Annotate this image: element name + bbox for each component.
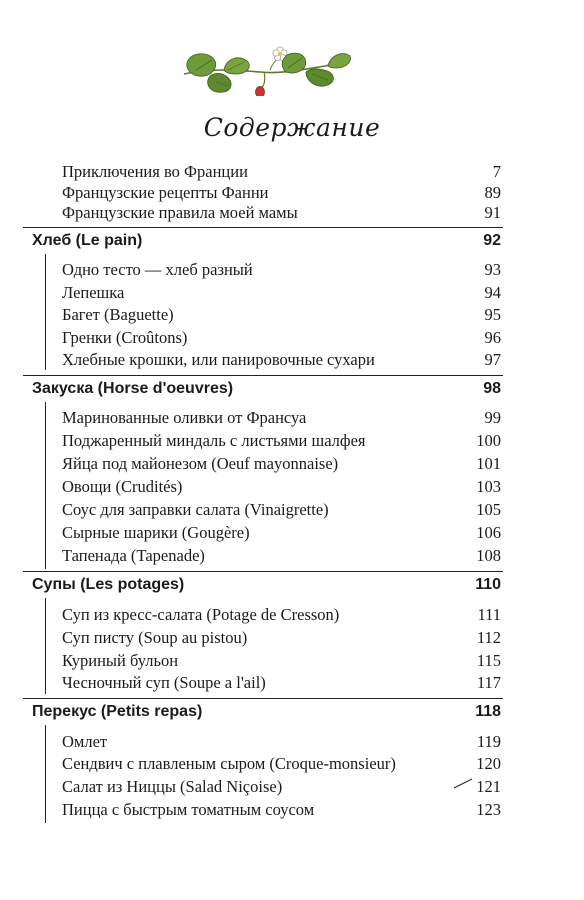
toc-entry-title: Одно тесто — хлеб разный [62,260,253,279]
toc-entry-title: Тапенада (Tapenade) [62,546,205,565]
toc-entry-page: 97 [484,350,501,369]
toc-entry [62,429,503,453]
toc-entry [62,348,503,372]
toc-entry-title: Маринованные оливки от Франсуа [62,408,307,427]
toc-entry-title: Чесночный суп (Soupe a l'ail) [62,673,266,692]
page-title: Содержание [203,113,381,142]
section-heading [32,699,503,725]
toc-entry-title: Лепешка [62,283,125,302]
toc-entry [62,752,503,776]
toc-entry-page: 119 [476,732,501,751]
toc-entry-page: 95 [484,305,501,324]
toc-entry-page: 103 [476,477,501,496]
section-bracket [45,402,46,569]
toc-entry [62,730,503,754]
toc-entry [62,406,503,430]
toc-entry-title: Суп из кресс-салата (Potage de Cresson) [62,605,340,624]
toc-entry [62,475,503,499]
toc-entry-title: Гренки (Croûtons) [62,328,188,347]
toc-entry [62,452,503,476]
toc-entry-title: Французские рецепты Фанни [62,183,269,202]
toc-entry [62,544,503,568]
toc-entry-page: 117 [476,673,501,692]
toc-entry-page: 105 [476,500,501,519]
toc-entry [62,201,503,225]
toc-entry [62,303,503,327]
toc-entry-title: Омлет [62,732,108,751]
section-page: 110 [475,576,501,593]
toc-entry-page: 100 [476,431,501,450]
toc-entry [62,521,503,545]
section-page: 92 [483,232,501,249]
toc-entry [62,281,503,305]
toc-entry-page: 99 [484,408,501,427]
toc-entry-page: 89 [484,183,501,202]
section-bracket [45,725,46,823]
pen-mark-icon [452,776,474,790]
toc-entry-page: 7 [492,162,501,181]
toc-entry [62,775,503,799]
toc-entry-page: 91 [484,203,501,222]
toc-entry-page: 120 [476,754,501,773]
toc-entry-title: Поджаренный миндаль с листьями шалфея [62,431,366,450]
toc-entry-page: 101 [476,454,501,473]
toc-entry-page: 111 [477,605,501,624]
toc-entry [62,326,503,350]
toc-entry [62,603,503,627]
section-title: Хлеб (Le pain) [32,232,143,249]
toc-entry-page: 123 [476,800,501,819]
section-page: 118 [475,703,501,720]
section-bracket [45,254,46,370]
toc-entry-page: 121 [476,777,501,796]
toc-entry-title: Сендвич с плавленым сыром (Croque-monsieur) [62,754,396,773]
toc-entry-title: Суп писту (Soup au pistou) [62,628,248,647]
toc-entry-page: 94 [484,283,501,302]
section-title: Супы (Les potages) [32,576,185,593]
toc-entry-title: Хлебные крошки, или панировочные сухари [62,350,375,369]
toc-entry [62,671,503,695]
toc-entry-title: Приключения во Франции [62,162,248,181]
toc-entry [62,498,503,522]
toc-entry-title: Пицца с быстрым томатным соусом [62,800,315,819]
section-heading [32,376,503,402]
toc-entry-page: 93 [484,260,501,279]
toc-entry [62,626,503,650]
toc-entry-page: 96 [484,328,501,347]
section-bracket [45,598,46,694]
toc-entry-title: Яйца под майонезом (Oeuf mayonnaise) [62,454,339,473]
toc-entry-title: Куриный бульон [62,651,179,670]
section-heading [32,228,503,254]
toc-entry-page: 115 [476,651,501,670]
toc-entry-page: 106 [476,523,501,542]
section-heading [32,572,503,598]
toc-entry-title: Салат из Ниццы (Salad Niçoise) [62,777,283,796]
section-title: Перекус (Petits repas) [32,703,203,720]
section-title: Закуска (Horse d'oeuvres) [32,380,234,397]
section-page: 98 [483,380,501,397]
toc-entry-title: Багет (Baguette) [62,305,174,324]
toc-entry-page: 112 [476,628,501,647]
toc-entry-title: Овощи (Crudités) [62,477,183,496]
toc-entry [62,258,503,282]
toc-entry-page: 108 [476,546,501,565]
toc-entry-title: Соус для заправки салата (Vinaigrette) [62,500,329,519]
toc-entry-title: Французские правила моей мамы [62,203,298,222]
toc-entry [62,798,503,822]
toc-entry [62,649,503,673]
strawberry-vine-icon [180,44,352,96]
toc-entry-title: Сырные шарики (Gougère) [62,523,250,542]
